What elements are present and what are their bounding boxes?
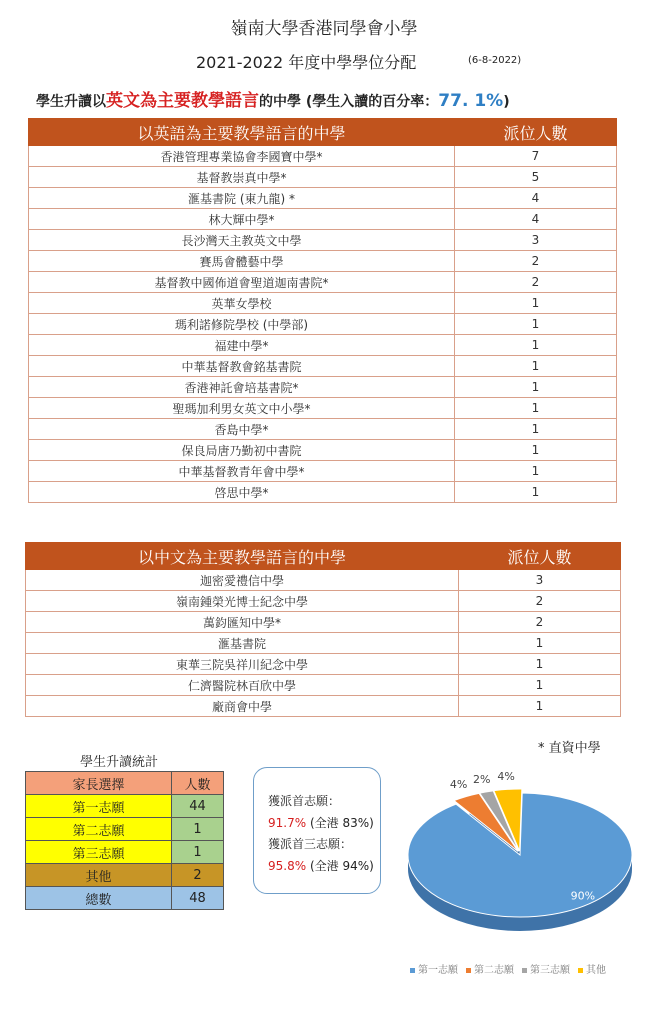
english-row — [29, 356, 617, 377]
chinese-places-count: 1 — [459, 633, 621, 654]
english-places-count: 1 — [455, 482, 617, 503]
english-places-count: 1 — [455, 314, 617, 335]
english-school-name: 基督教中國佈道會聖道迦南書院* — [29, 272, 455, 293]
english-row — [29, 251, 617, 272]
stats-label-other: 其他 — [26, 864, 172, 887]
english-places-count: 1 — [455, 398, 617, 419]
chinese-row — [26, 675, 621, 696]
first-choice-label: 獲派首志願： — [268, 794, 341, 808]
english-places-count: 1 — [455, 293, 617, 314]
legend-item — [578, 965, 606, 976]
stats-count-total: 48 — [172, 887, 224, 910]
choice-pie-chart — [400, 770, 640, 940]
chinese-medium-table — [25, 542, 621, 717]
chinese-school-name: 仁濟醫院林百欣中學 — [26, 675, 459, 696]
chinese-row — [26, 654, 621, 675]
legend-label: 其他 — [586, 965, 606, 976]
english-school-name: 中華基督教青年會中學* — [29, 461, 455, 482]
chinese-row — [26, 591, 621, 612]
page-title: 嶺南大學香港同學會小學 — [230, 19, 418, 39]
stats-label-total: 總數 — [26, 887, 172, 910]
english-places-count: 1 — [455, 461, 617, 482]
legend-label: 第二志願 — [474, 965, 514, 976]
english-places-count: 4 — [455, 188, 617, 209]
pie-data-label: 90% — [570, 889, 596, 903]
legend-item — [410, 965, 458, 976]
english-row — [29, 188, 617, 209]
chinese-places-count: 3 — [459, 570, 621, 591]
stats-count-third: 1 — [172, 841, 224, 864]
english-places-count: 1 — [455, 356, 617, 377]
stats-count-second: 1 — [172, 818, 224, 841]
english-school-name: 英華女學校 — [29, 293, 455, 314]
stats-title: 學生升讀統計 — [80, 755, 159, 770]
chinese-places-count: 2 — [459, 612, 621, 633]
english-row — [29, 440, 617, 461]
english-school-name: 保良局唐乃勤初中書院 — [29, 440, 455, 461]
english-school-name: 滙基書院 (東九龍) * — [29, 188, 455, 209]
english-places-count: 2 — [455, 272, 617, 293]
english-col-places: 派位人數 — [455, 119, 617, 146]
chinese-col-places: 派位人數 — [459, 543, 621, 570]
first-choice-compare: (全港 83%) — [309, 816, 374, 830]
chinese-places-count: 1 — [459, 696, 621, 717]
chinese-school-name: 萬鈞匯知中學* — [26, 612, 459, 633]
english-school-name: 基督教崇真中學* — [29, 167, 455, 188]
top3-choice-rate — [268, 857, 374, 874]
report-date: (6-8-2022) — [468, 55, 522, 66]
english-places-count: 1 — [455, 440, 617, 461]
english-places-count: 7 — [455, 146, 617, 167]
english-places-count: 3 — [455, 230, 617, 251]
legend-label: 第三志願 — [530, 965, 570, 976]
chinese-school-name: 迦密愛禮信中學 — [26, 570, 459, 591]
chinese-places-count: 1 — [459, 654, 621, 675]
english-row — [29, 167, 617, 188]
stats-col-choice: 家長選擇 — [26, 772, 172, 795]
legend-item — [466, 965, 514, 976]
chinese-school-name: 滙基書院 — [26, 633, 459, 654]
english-col-school: 以英語為主要教學語言的中學 — [29, 119, 455, 146]
first-choice-rate — [268, 814, 374, 831]
top3-choice-compare: (全港 94%) — [309, 859, 374, 873]
pie-data-label: 2% — [472, 772, 491, 786]
chinese-row — [26, 696, 621, 717]
english-row — [29, 146, 617, 167]
english-school-name: 香港神託會培基書院* — [29, 377, 455, 398]
english-places-count: 1 — [455, 419, 617, 440]
legend-swatch — [578, 968, 583, 973]
legend-swatch — [522, 968, 527, 973]
english-places-count: 1 — [455, 335, 617, 356]
pie-legend — [410, 961, 614, 976]
chinese-school-name: 東華三院吳祥川紀念中學 — [26, 654, 459, 675]
english-row — [29, 314, 617, 335]
headline-mid: 的中學 (學生入讀的百分率： — [259, 94, 439, 110]
first-choice-value: 91.7% — [268, 816, 307, 830]
legend-label: 第一志願 — [418, 965, 458, 976]
chinese-places-count: 1 — [459, 675, 621, 696]
dss-note: * 直資中學 — [538, 741, 601, 756]
legend-item — [522, 965, 570, 976]
english-row — [29, 377, 617, 398]
stats-label-second: 第二志願 — [26, 818, 172, 841]
stats-count-first: 44 — [172, 795, 224, 818]
headline-percent: 77. 1% — [438, 91, 504, 111]
headline-prefix: 學生升讀以 — [36, 94, 106, 110]
english-school-name: 賽馬會體藝中學 — [29, 251, 455, 272]
stats-col-count: 人數 — [172, 772, 224, 795]
chinese-school-name: 廠商會中學 — [26, 696, 459, 717]
allocation-rate-box — [253, 767, 381, 894]
english-row — [29, 482, 617, 503]
english-school-name: 長沙灣天主教英文中學 — [29, 230, 455, 251]
stats-count-other: 2 — [172, 864, 224, 887]
english-school-name: 林大輝中學* — [29, 209, 455, 230]
english-row — [29, 335, 617, 356]
stats-label-third: 第三志願 — [26, 841, 172, 864]
english-school-name: 中華基督教會銘基書院 — [29, 356, 455, 377]
english-row — [29, 461, 617, 482]
stats-label-first: 第一志願 — [26, 795, 172, 818]
pie-data-label: 4% — [497, 770, 515, 784]
headline — [36, 86, 510, 111]
english-school-name: 啓思中學* — [29, 482, 455, 503]
page-subtitle: 2021-2022 年度中學學位分配 — [196, 53, 417, 72]
english-places-count: 2 — [455, 251, 617, 272]
english-medium-table — [28, 118, 617, 503]
english-school-name: 香港管理專業協會李國寶中學* — [29, 146, 455, 167]
top3-choice-label: 獲派首三志願： — [268, 837, 353, 851]
english-places-count: 5 — [455, 167, 617, 188]
english-places-count: 4 — [455, 209, 617, 230]
english-row — [29, 398, 617, 419]
english-row — [29, 209, 617, 230]
english-school-name: 瑪利諾修院學校 (中學部) — [29, 314, 455, 335]
english-school-name: 聖瑪加利男女英文中小學* — [29, 398, 455, 419]
chinese-places-count: 2 — [459, 591, 621, 612]
chinese-row — [26, 612, 621, 633]
english-row — [29, 293, 617, 314]
pie-data-label: 4% — [449, 778, 468, 792]
chinese-row — [26, 633, 621, 654]
headline-suffix: ) — [503, 94, 510, 110]
english-school-name: 福建中學* — [29, 335, 455, 356]
chinese-col-school: 以中文為主要教學語言的中學 — [26, 543, 459, 570]
english-school-name: 香島中學* — [29, 419, 455, 440]
legend-swatch — [466, 968, 471, 973]
chinese-school-name: 嶺南鍾榮光博士紀念中學 — [26, 591, 459, 612]
english-row — [29, 272, 617, 293]
top3-choice-value: 95.8% — [268, 859, 307, 873]
headline-highlight: 英文為主要教學語言 — [106, 91, 259, 111]
chinese-row — [26, 570, 621, 591]
stats-table — [25, 771, 224, 910]
english-places-count: 1 — [455, 377, 617, 398]
legend-swatch — [410, 968, 415, 973]
english-row — [29, 419, 617, 440]
english-row — [29, 230, 617, 251]
